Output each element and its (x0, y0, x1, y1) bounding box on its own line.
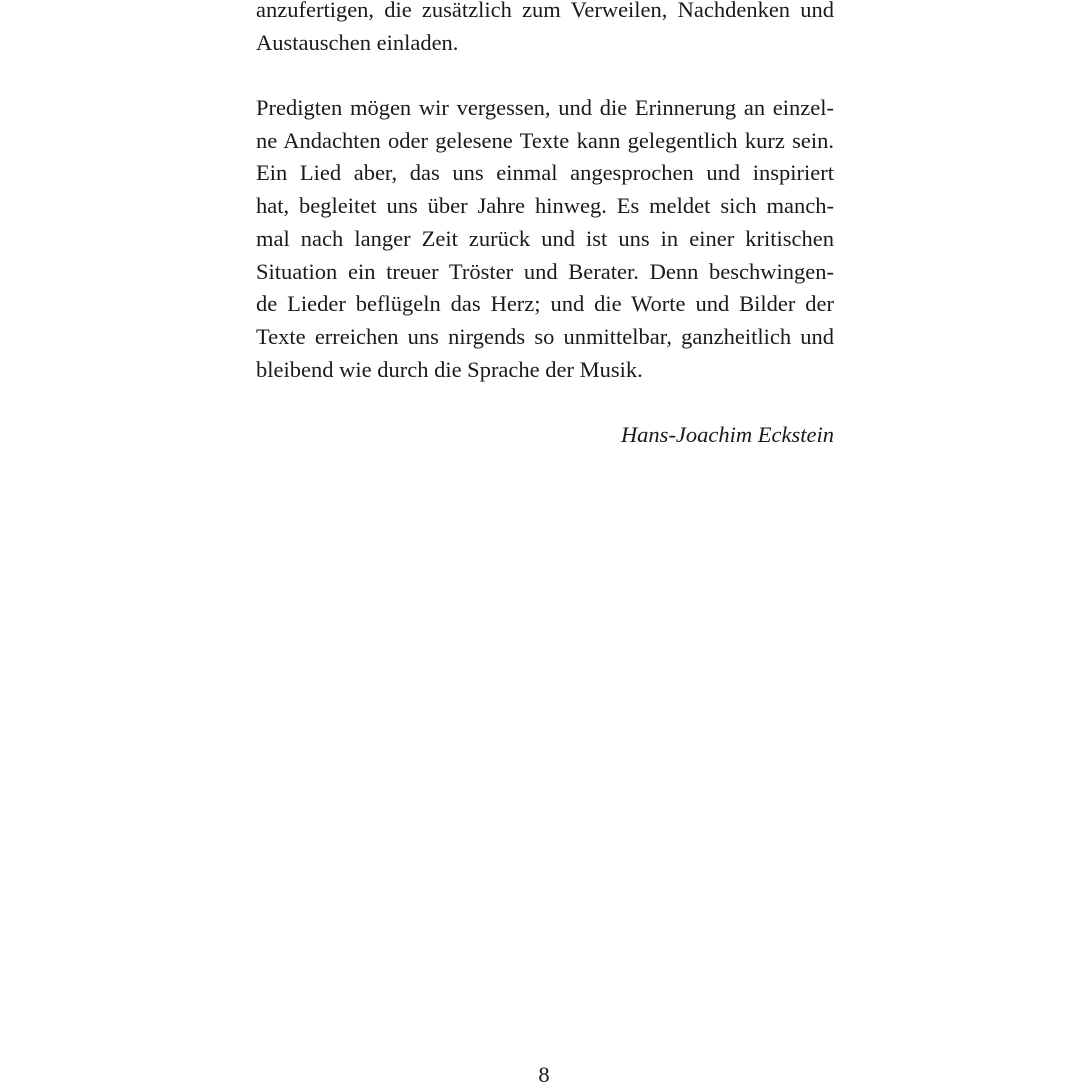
text-line: hat, begleitet uns über Jahre hinweg. Es meldet sich manch- (256, 193, 834, 219)
text-line: Austauschen einladen. (256, 29, 459, 55)
page-number: 8 (538, 1062, 550, 1087)
paragraph-gap (256, 59, 834, 92)
author-signature: Hans-Joachim Eckstein (620, 422, 834, 447)
body-text (256, 0, 834, 386)
text-line: anzufertigen, die zusätzlich zum Verweilen, Nachdenken und (256, 0, 834, 22)
text-line: de Lieder beflügeln das Herz; und die Worte und Bilder der (256, 291, 834, 317)
text-line: Texte erreichen uns nirgends so unmittelbar, ganzheitlich und (256, 323, 834, 349)
text-line: Situation ein treuer Tröster und Berater. Denn beschwingen- (256, 258, 834, 284)
text-line: bleibend wie durch die Sprache der Musik. (256, 356, 643, 382)
text-line: ne Andachten oder gelesene Texte kann gelegentlich kurz sein. (256, 127, 834, 153)
text-line: mal nach langer Zeit zurück und ist uns in einer kritischen (256, 225, 834, 251)
text-line: Ein Lied aber, das uns einmal angesprochen und inspiriert (256, 160, 834, 186)
text-line: Predigten mögen wir vergessen, und die Erinnerung an einzel- (256, 95, 834, 121)
